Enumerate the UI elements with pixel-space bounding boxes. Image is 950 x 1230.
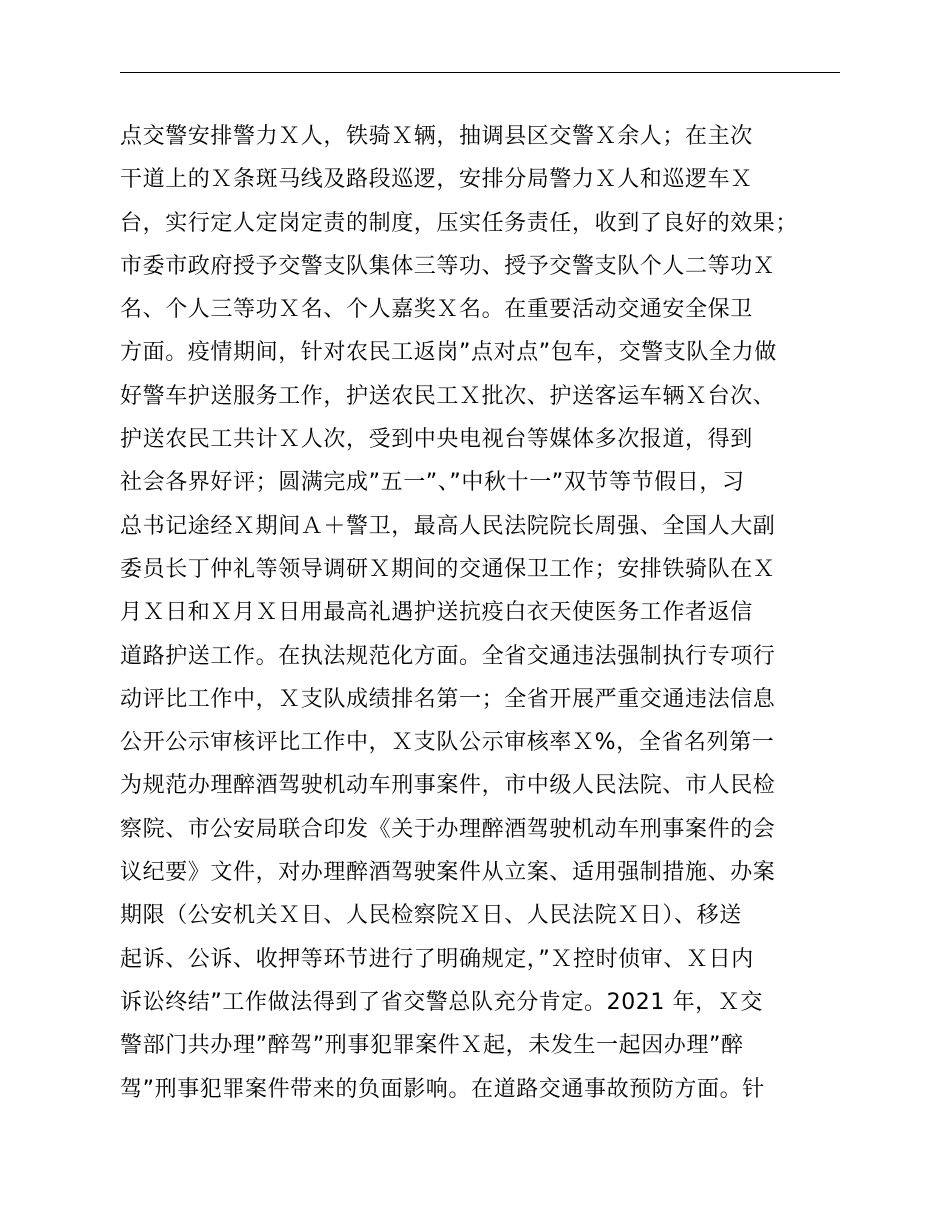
text-line: 诉讼终结”工作做法得到了省交警总队充分肯定。2021 年，Ｘ交	[120, 989, 763, 1015]
text-line: 为规范办理醉酒驾驶机动车刑事案件，市中级人民法院、市人民检	[120, 773, 776, 799]
text-line: 期限（公安机关Ｘ日、人民检察院Ｘ日、人民法院Ｘ日）、移送	[120, 903, 742, 929]
text-line: 驾”刑事犯罪案件带来的负面影响。在道路交通事故预防方面。针	[120, 1076, 765, 1102]
text-line: 月Ｘ日和Ｘ月Ｘ日用最高礼遇护送抗疫白衣天使医务工作者返信	[120, 600, 753, 626]
text-line: 委员长丁仲礼等领导调研Ｘ期间的交通保卫工作；安排铁骑队在Ｘ	[120, 556, 776, 582]
text-line: 护送农民工共计Ｘ人次，受到中央电视台等媒体多次报道，得到	[120, 427, 753, 453]
text-line: 议纪要》文件，对办理醉酒驾驶案件从立案、适用强制措施、办案	[120, 860, 776, 886]
text-line: 市委市政府授予交警支队集体三等功、授予交警支队个人二等功Ｘ	[120, 253, 776, 279]
text-line: 好警车护送服务工作，护送农民工Ｘ批次、护送客运车辆Ｘ台次、	[120, 383, 776, 409]
text-line: 名、个人三等功Ｘ名、个人嘉奖Ｘ名。在重要活动交通安全保卫	[120, 297, 753, 323]
text-line: 点交警安排警力Ｘ人，铁骑Ｘ辆，抽调县区交警Ｘ余人；在主次	[120, 124, 753, 149]
text-line: 动评比工作中，Ｘ支队成绩排名第一；全省开展严重交通违法信息	[120, 686, 776, 712]
text-line: 总书记途经Ｘ期间Ａ＋警卫，最高人民法院院长周强、全国人大副	[120, 513, 776, 539]
text-line: 警部门共办理”醉驾”刑事犯罪案件Ｘ起，未发生一起因办理”醉	[120, 1033, 744, 1059]
text-line: 社会各界好评；圆满完成”五一”、”中秋十一”双节等节假日，习	[120, 470, 745, 496]
text-line: 道路护送工作。在执法规范化方面。全省交通违法强制执行专项行	[120, 643, 776, 669]
text-line: 起诉、公诉、收押等环节进行了明确规定，”Ｘ控时侦审、Ｘ日内	[120, 946, 754, 972]
text-line: 公开公示审核评比工作中，Ｘ支队公示审核率Ｘ%，全省名列第一	[120, 730, 775, 756]
text-line: 干道上的Ｘ条斑马线及路段巡逻，安排分局警力Ｘ人和巡逻车Ｘ	[120, 167, 753, 193]
header-rule	[120, 72, 840, 73]
text-line: 方面。疫情期间，针对农民工返岗”点对点”包车，交警支队全力做	[120, 340, 777, 366]
text-line: 台，实行定人定岗定责的制度，压实任务责任，收到了良好的效果；	[120, 210, 799, 236]
document-body	[120, 115, 855, 1111]
text-line: 察院、市公安局联合印发《关于办理醉酒驾驶机动车刑事案件的会	[120, 816, 776, 842]
